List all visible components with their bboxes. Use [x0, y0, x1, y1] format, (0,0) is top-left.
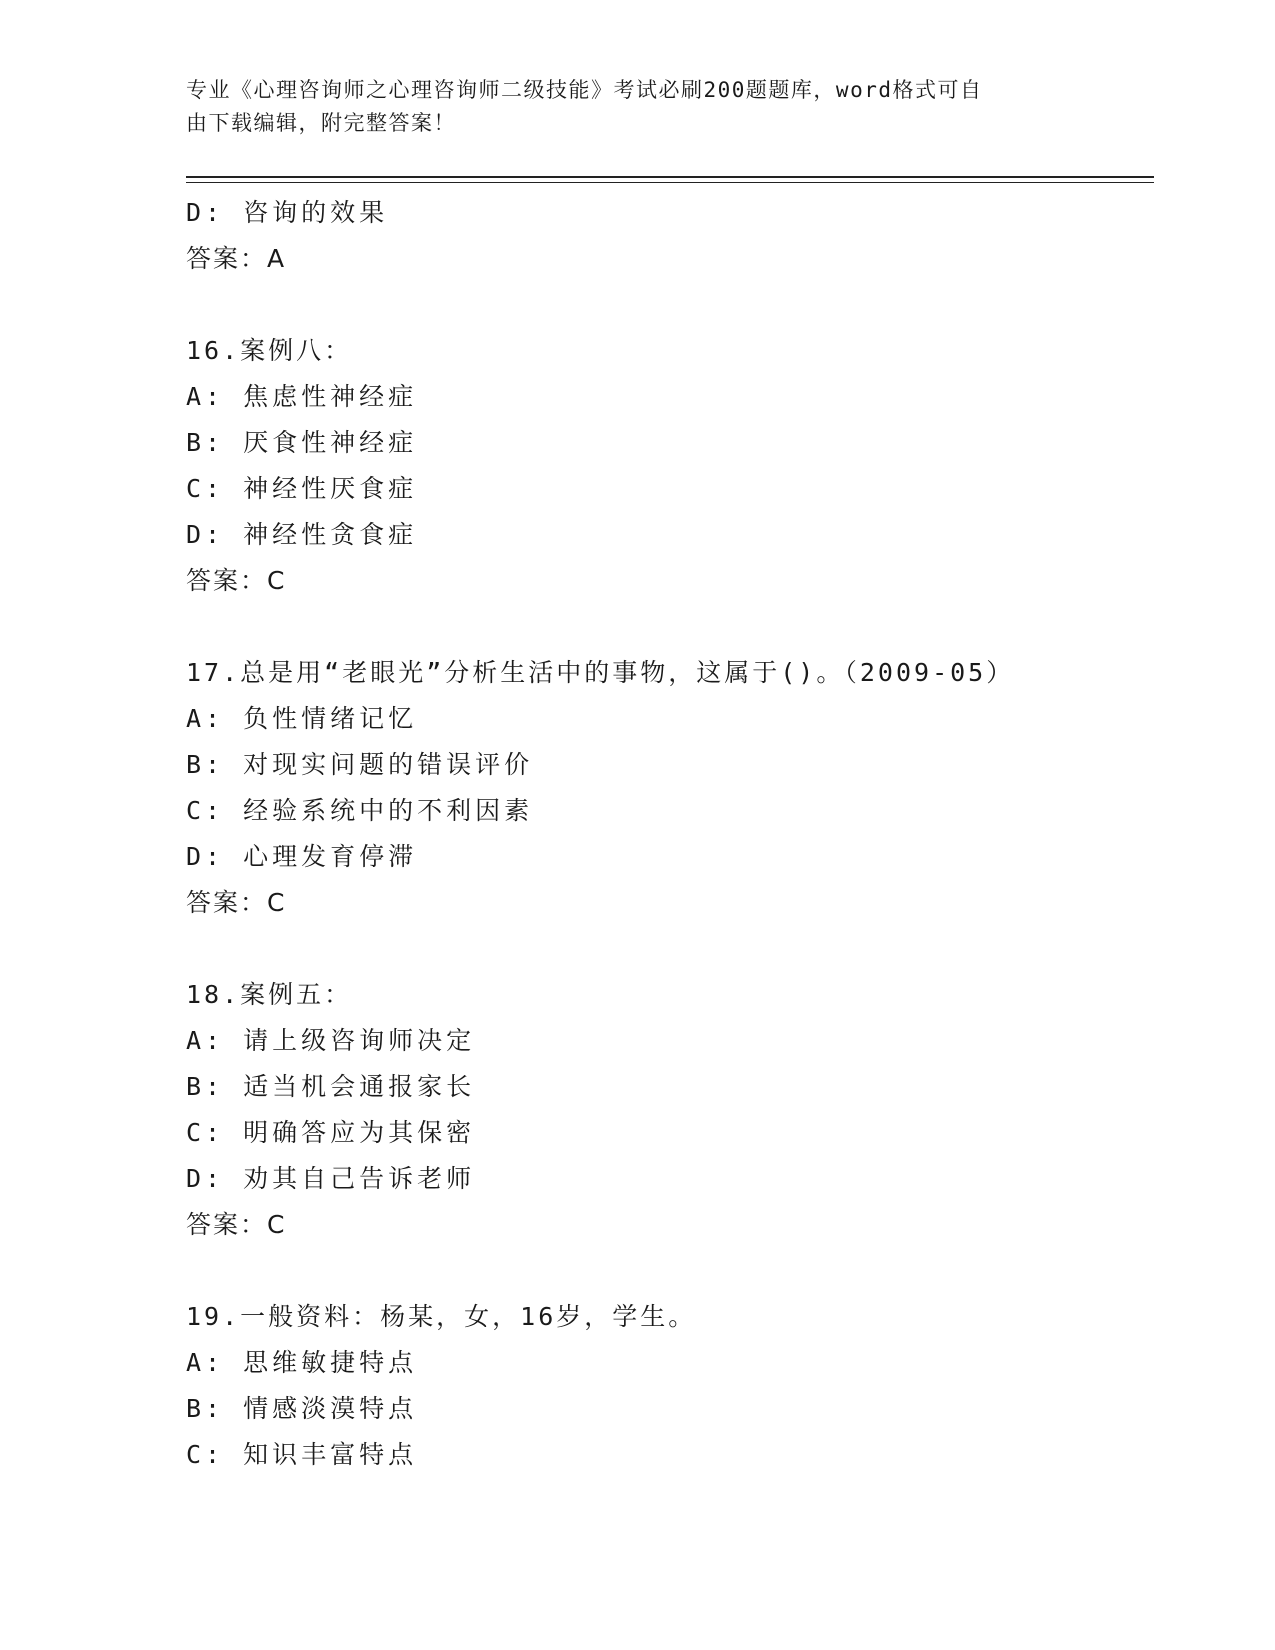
option-b: B: 适当机会通报家长 — [186, 1072, 476, 1101]
option-a: A: 请上级咨询师决定 — [186, 1026, 476, 1055]
option-d: D: 神经性贪食症 — [186, 520, 418, 549]
option-d: D: 心理发育停滞 — [186, 842, 418, 871]
header-line-1: 专业《心理咨询师之心理咨询师二级技能》考试必刷200题题库，word格式可自 — [186, 78, 983, 102]
option-c: C: 知识丰富特点 — [186, 1440, 418, 1469]
question-16 — [186, 328, 1154, 604]
header-line-2: 由下载编辑，附完整答案！ — [186, 111, 456, 135]
question-stem: 17.总是用“老眼光”分析生活中的事物，这属于()。（2009-05） — [186, 658, 1015, 687]
answer-line: 答案：C — [186, 566, 287, 595]
option-d: D: 咨询的效果 — [186, 198, 389, 227]
document-header — [186, 74, 1066, 140]
answer-line: 答案：C — [186, 888, 287, 917]
spacer — [186, 926, 1154, 972]
question-19 — [186, 1294, 1154, 1478]
option-a: A: 焦虑性神经症 — [186, 382, 418, 411]
spacer — [186, 1248, 1154, 1294]
question-stem: 19.一般资料：杨某，女，16岁，学生。 — [186, 1302, 697, 1331]
header-divider-thin — [186, 182, 1154, 183]
header-divider-thick — [186, 176, 1154, 178]
option-c: C: 神经性厌食症 — [186, 474, 418, 503]
question-stem: 16.案例八： — [186, 336, 353, 365]
question-17 — [186, 650, 1154, 926]
spacer — [186, 604, 1154, 650]
question-stem: 18.案例五： — [186, 980, 353, 1009]
option-c: C: 明确答应为其保密 — [186, 1118, 476, 1147]
question-18 — [186, 972, 1154, 1248]
option-b: B: 情感淡漠特点 — [186, 1394, 418, 1423]
option-b: B: 厌食性神经症 — [186, 428, 418, 457]
option-d: D: 劝其自己告诉老师 — [186, 1164, 476, 1193]
spacer — [186, 282, 1154, 328]
option-a: A: 思维敏捷特点 — [186, 1348, 418, 1377]
question-list — [186, 190, 1154, 1478]
option-c: C: 经验系统中的不利因素 — [186, 796, 534, 825]
option-b: B: 对现实问题的错误评价 — [186, 750, 534, 779]
answer-line: 答案：A — [186, 244, 287, 273]
answer-line: 答案：C — [186, 1210, 287, 1239]
option-a: A: 负性情绪记忆 — [186, 704, 418, 733]
